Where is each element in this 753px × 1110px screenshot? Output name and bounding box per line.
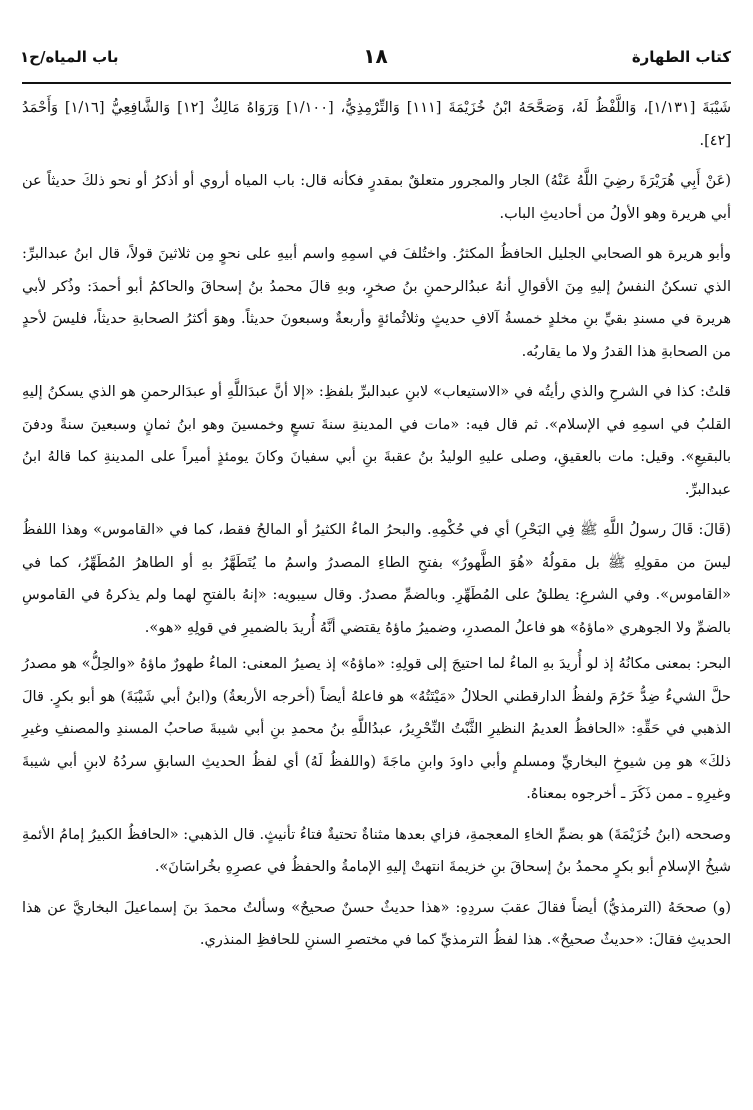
paragraph-6: البحر: بمعنى مكانُهُ إذ لو أُريدَ بهِ الماءُ لما احتيجَ إلى قولِهِ: «ماؤهُ» إذ يصيرُ المعنى: الماءُ طهورٌ ماؤهُ «والحِلُّ» هو مصدرُ حلَّ الشيءُ ضِدُّ حَرُمَ ولفظُ الدارقطني الحلالُ «مَيْتَتُهُ» هو فاعلهُ أيضاً (أخرجه الأربعةُ) و(ابنُ أبي شَيْبَةَ) هو أبو بكرٍ. قالَ الذهبي في حَقِّهِ: «الحافظُ العديمُ النظيرِ الثَّبْتُ النِّحْرِيرُ، عبدُاللَّهِ بنُ محمدِ بنِ أبي شيبةَ صاحبُ المسندِ والمصنفِ وغيرِ ذلكَ» هو مِن شيوخِ البخاريِّ ومسلمٍ وأبي داودَ وابنِ ماجَةَ (واللفظُ لَهُ) أي لفظُ الحديثِ السابقِ سردُهُ لابنِ أبي شيبةَ وغيرِهِ ـ ممن ذَكَرَ ـ أخرجوه بمعناهُ. xyxy=(22,656,731,802)
section-reference: باب المياه/ح١ xyxy=(20,48,119,66)
paragraph-8: (و) صححَهُ (الترمذيُّ) أيضاً فقالَ عقبَ سردِهِ: «هذا حديثٌ حسنٌ صحيحٌ» وسألتُ محمدَ بنَ إسماعيلَ البخاريَّ عن هذا الحديثِ فقالَ: «حديثٌ صحيحٌ». هذا لفظُ الترمذيِّ كما في مختصرِ السننِ للحافظِ المنذري. xyxy=(22,899,731,948)
page-header xyxy=(20,44,731,80)
paragraph-5: (قَالَ: قَالَ رسولُ اللَّهِ ﷺ فِي البَحْرِ) أي في حُكْمِهِ. والبحرُ الماءُ الكثيرُ أو المالحُ فقط، كما في «القاموس» وهذا اللفظُ ليسَ من مقولِهِ ﷺ بل مقولُهُ «هُوَ الطَّهورُ» بفتحِ الطاءِ المصدرُ واسمُ ما يُتَطَهَّرُ بهِ أو الطاهرُ المُطَهِّرُ، كما في «القاموس». وفي الشرعِ: يطلقُ على المُطَهِّرِ. وبالضمِّ مصدرٌ. وقال سيبويه: «إنهُ بالفتحِ لهما ولم يذكرهُ في القاموسِ بالضمِّ ولا الجوهري «ماؤهُ» هو فاعلُ المصدرِ، وضميرُ ماؤهُ يقتضي أنَّهُ أُريدَ بالضميرِ في قولِهِ «هو». xyxy=(22,522,731,636)
page-body xyxy=(22,92,731,961)
paragraph-1: شَيْبَةَ [١/١٣١]، وَاللَّفْظُ لَهُ، وَصَحَّحَهُ ابْنُ خُزَيْمَةَ [١١١] وَالتِّرْمِذِيُّ، [١/١٠٠] وَرَوَاهُ مَالِكٌ [١٢] وَالشَّافِعِيُّ [١/١٦] وَأَحْمَدُ [٤٢]. xyxy=(22,100,731,149)
paragraph-4: قلتُ: كذا في الشرحِ والذي رأيتُه في «الاستيعاب» لابنِ عبدالبرِّ بلفظِ: «إلا أنَّ عبدَاللَّهِ أو عبدَالرحمنِ هو الذي يسكنُ إليهِ القلبُ في اسمِهِ في الإسلام». ثم قال فيه: «مات في المدينةِ سنةَ تسعٍ وخمسينَ وهو ابنُ ثمانٍ وسبعينَ سنةً ودفنَ بالبقيعِ». وقيل: مات بالعقيقِ، وصلى عليهِ الوليدُ بنُ عقبةَ بنِ أبي سفيانَ وكانَ يومئذٍ أميراً على المدينةِ كما قالهُ ابنُ عبدالبرِّ. xyxy=(22,384,731,498)
paragraph-2: (عَنْ أَبِي هُرَيْرَةَ رضِيَ اللَّهُ عَنْهُ) الجار والمجرور متعلقٌ بمقدرٍ فكأنه قال: باب المياه أروي أو أذكرُ أو نحو ذلكَ حديثاً عن أبي هريرة وهو الأولُ من أحاديثِ الباب. xyxy=(22,173,731,222)
paragraph-7: وصححه (ابنُ خُزَيْمَةَ) هو بضمِّ الخاءِ المعجمةِ، فزاي بعدها مثناةٌ تحتيةٌ فتاءُ تأنيثٍ. قال الذهبي: «الحافظُ الكبيرُ إمامُ الأئمةِ شيخُ الإسلامِ أبو بكرٍ محمدُ بنُ إسحاقَ بنِ خزيمةَ انتهتْ إليهِ الإمامةُ والحفظُ في عصرِهِ بخُراسَانَ». xyxy=(22,826,731,875)
page-number: ١٨ xyxy=(363,44,388,68)
header-divider xyxy=(22,82,731,84)
paragraph-3: وأبو هريرة هو الصحابي الجليل الحافظُ المكثرُ. واختُلفَ في اسمِهِ واسم أبيهِ على نحوٍ مِن ثلاثينَ قولاً، قال ابنُ عبدالبرِّ: الذي تسكنُ النفسُ إليهِ مِنَ الأقوالِ أنهُ عبدُالرحمنِ بنُ صخرٍ، وبهِ قالَ محمدُ بنُ إسحاقَ والحاكمُ أبو أحمدَ: وذُكر لأبي هريرة في مسندِ بقيِّ بنِ مخلدٍ خمسةُ آلافِ حديثٍ وثلاثُمائةٍ وأربعةٌ وسبعونَ حديثاً. وهوَ أكثرُ الصحابةِ حديثاً، فليسَ لأحدٍ من الصحابةِ هذا القدرُ ولا ما يقاربُه. xyxy=(22,246,731,360)
book-title: كتاب الطهارة xyxy=(631,48,731,66)
